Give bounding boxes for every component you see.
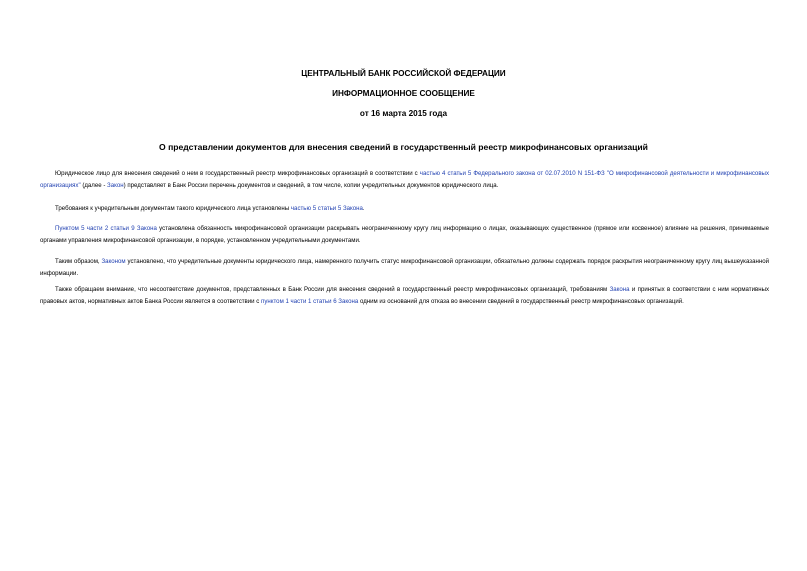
law-link[interactable]: Закона bbox=[609, 286, 630, 293]
paragraph-text: (далее - bbox=[80, 181, 108, 189]
paragraph-text: Также обращаем внимание, что несоответствие документов, представленных в Банк России для внесения сведений в государственный реестр микрофинансовых организаций, требованиям bbox=[55, 286, 610, 293]
law-link[interactable]: Закон bbox=[107, 181, 124, 189]
doc-type: ИНФОРМАЦИОННОЕ СООБЩЕНИЕ bbox=[332, 89, 475, 98]
paragraph-2 bbox=[40, 203, 769, 215]
paragraph-text: установлена обязанность микрофинансовой организации раскрывать неограниченному кругу лиц информацию о лицах, оказывающих существенное (прямое или косвенное) влияние на решения, принимаемые органами управления микрофинансовой организации, в порядке, установленном учредительными документами. bbox=[40, 225, 769, 244]
law-151-fz-link[interactable]: частью 4 статьи 5 Федерального закона от 02.07.2010 N 151-ФЗ "О микрофинансовой деятельности и микрофинансовых организациях" bbox=[40, 170, 769, 189]
paragraph-text: установлено, что учредительные документы юридического лица, намеренного получить статус микрофинансовой организации, обязательно должны содержать порядок раскрытия неограниченному кругу лиц вышеуказанной информации. bbox=[40, 258, 769, 277]
doc-title: О представлении документов для внесения сведений в государственный реестр микрофинансовых организаций bbox=[159, 142, 648, 152]
doc-date: от 16 марта 2015 года bbox=[359, 109, 448, 118]
item-1-part-1-article-6-link[interactable]: пунктом 1 части 1 статьи 6 Закона bbox=[261, 297, 359, 305]
paragraph-text: . bbox=[362, 205, 365, 212]
paragraph-text: Требования к учредительным документам такого юридического лица установлены bbox=[55, 205, 291, 212]
paragraph-1 bbox=[40, 168, 769, 191]
item-5-part-2-article-9-link[interactable]: Пунктом 5 части 2 статьи 9 Закона bbox=[55, 225, 157, 232]
part-5-article-5-link[interactable]: частью 5 статьи 5 Закона bbox=[290, 205, 363, 212]
paragraph-5 bbox=[40, 284, 769, 307]
paragraph-text: Юридическое лицо для внесения сведений о нем в государственный реестр микрофинансовых организаций в соответствии с bbox=[55, 170, 420, 177]
paragraph-text: одним из оснований для отказа во внесении сведений в государственный реестр микрофинансовых организаций. bbox=[358, 297, 684, 305]
law-link[interactable]: Законом bbox=[101, 258, 126, 265]
paragraph-3 bbox=[40, 223, 769, 246]
org-name: ЦЕНТРАЛЬНЫЙ БАНК РОССИЙСКОЙ ФЕДЕРАЦИИ bbox=[301, 69, 506, 78]
paragraph-text: и принятых в соответствии с ним нормативных правовых актов, нормативных актов Банка России является в соответствии с bbox=[40, 286, 770, 305]
paragraph-4 bbox=[40, 256, 769, 279]
paragraph-text: ) представляет в Банк России перечень документов и сведений, в том числе, копии учредительных документов юридического лица. bbox=[123, 181, 499, 189]
paragraph-text: Таким образом, bbox=[55, 258, 102, 265]
